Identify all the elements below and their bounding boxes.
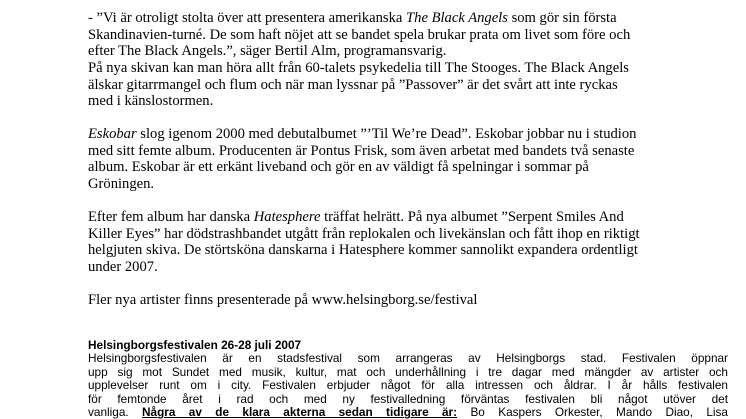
black-angels-paragraph	[88, 60, 708, 110]
eskobar-paragraph	[88, 126, 708, 192]
text-line: med i känslostormen.	[88, 93, 214, 109]
text-segment: som gör sin första	[507, 10, 617, 26]
band-name-black-angels: The Black Angels	[406, 10, 508, 26]
text-line: helgjuten skiva. De störtsköna danskarna i Hatesphere kommer sannolikt expandera ordentligt	[88, 242, 638, 258]
text-segment: vanliga.	[88, 405, 143, 419]
text-line: album. Eskobar är ett erkänt liveband och gör en av väldigt få spelningar i sommar på	[88, 159, 589, 175]
text-line: Helsingborgsfestivalen är en stadsfestival som arrangeras av Helsingborgs stad. Festivalen öppnar	[88, 351, 728, 365]
quote-paragraph	[88, 10, 708, 60]
band-name-hatesphere: Hatesphere	[253, 209, 321, 225]
text-line	[88, 126, 708, 143]
text-line: upp sig mot Sundet med musik, kultur, mat och underhållning i tre dagar med mängder av artister och	[88, 364, 728, 379]
text-line: Helsingborgsfestivalen 26-28 juli 2007	[88, 338, 302, 352]
festival-paragraph	[88, 352, 728, 419]
text-segment: Efter fem album har danska	[88, 209, 254, 225]
text-line: Fler nya artister finns presenterade på www.helsingborg.se/festival	[88, 292, 478, 308]
text-line: under 2007.	[88, 258, 158, 275]
text-line	[88, 406, 728, 419]
text-line: På nya skivan kan man höra allt från 60-talets psykedelia till The Stooges. The Black Angels	[88, 60, 629, 76]
more-artists-paragraph	[88, 292, 708, 309]
text-segment: - ”Vi är otroligt stolta över att presentera amerikanska	[88, 10, 407, 26]
band-name-eskobar: Eskobar	[88, 126, 137, 142]
acts-label: Några av de klara akterna sedan tidigare är:	[142, 405, 458, 419]
text-segment: Bo Kaspers Orkester, Mando Diao, Lisa	[457, 405, 728, 419]
text-line: älskar gitarrmangel och flum och när man lyssnar på ”Passover” är det svårt att inte ryckas	[88, 76, 618, 93]
text-line: för femtonde året i rad och med ny festivalledning förväntas festivalen bli något utöver det	[88, 391, 728, 406]
text-line	[88, 209, 708, 226]
text-segment: träffat helrätt. På nya albumet ”Serpent Smiles And	[320, 209, 624, 225]
text-segment: slog igenom 2000 med debutalbumet ”’Til We’re Dead”. Eskobar jobbar nu i studion	[136, 126, 637, 142]
text-line: upplevelser runt om i city. Festivalen erbjuder något för alla intressen och åldrar. I år hålls festivalen	[88, 378, 728, 393]
text-line: efter The Black Angels.”, säger Bertil Alm, programansvarig.	[88, 43, 447, 59]
text-line	[88, 10, 708, 27]
text-line: Gröningen.	[88, 175, 155, 192]
text-line: Killer Eyes” har dödstrashbandet utgått från replokalen och livekänslan och fått ihop en riktigt	[88, 225, 640, 242]
text-line: Skandinavien-turné. De som haft nöjet att se bandet spela brukar prata om livet som före och	[88, 26, 631, 43]
text-line: med sitt femte album. Producenten är Pontus Frisk, som även arbetat med bandets två senaste	[88, 142, 635, 159]
hatesphere-paragraph	[88, 209, 708, 275]
